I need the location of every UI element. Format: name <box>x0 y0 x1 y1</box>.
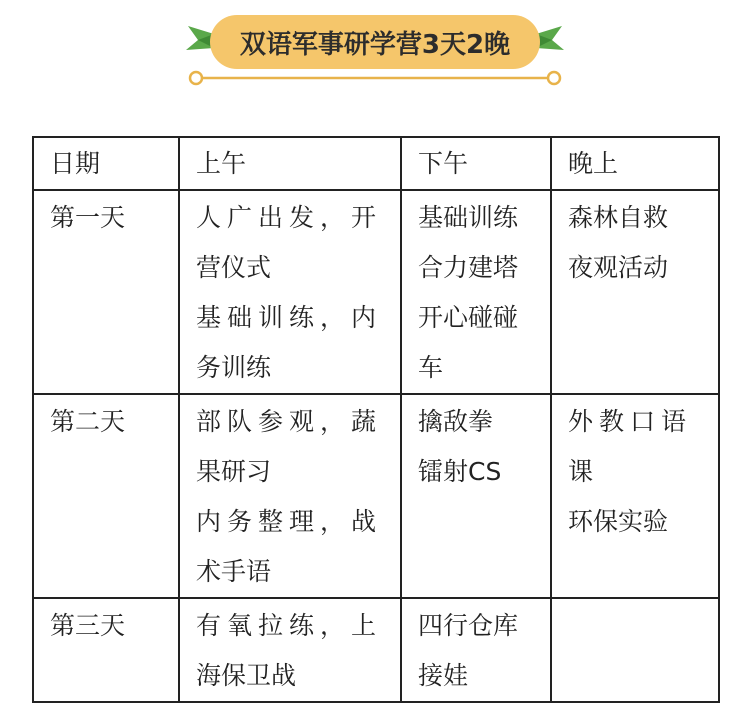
cell-line: 镭射CS <box>418 457 502 486</box>
title-banner <box>180 12 570 92</box>
cell-line: 术手语 <box>196 557 272 586</box>
cell-day: 第二天 <box>33 394 179 598</box>
cell-line: 开心碰碰 <box>418 303 519 332</box>
cell-afternoon <box>401 598 551 702</box>
cell-line: 人广出发，开 <box>196 203 383 232</box>
header-morning: 上午 <box>179 137 401 190</box>
table-row <box>33 394 719 598</box>
cell-line: 合力建塔 <box>418 253 519 282</box>
cell-line: 基础训练，内 <box>196 303 383 332</box>
title-pill <box>210 15 540 69</box>
cell-line: 基础训练 <box>418 203 519 232</box>
cell-line: 车 <box>418 353 444 382</box>
cell-afternoon <box>401 394 551 598</box>
cell-day: 第一天 <box>33 190 179 394</box>
table-header-row <box>33 137 719 190</box>
table-row <box>33 190 719 394</box>
cell-line: 擒敌拳 <box>418 407 494 436</box>
cell-morning <box>179 394 401 598</box>
cell-line: 务训练 <box>196 353 272 382</box>
cell-line: 外教口语 <box>568 407 693 436</box>
cell-line: 部队参观，蔬 <box>196 407 383 436</box>
table-row <box>33 598 719 702</box>
cell-line: 内务整理，战 <box>196 507 383 536</box>
cell-afternoon <box>401 190 551 394</box>
cell-evening <box>551 190 719 394</box>
cell-line: 课 <box>568 457 594 486</box>
left-dot-icon <box>190 72 202 84</box>
right-dot-icon <box>548 72 560 84</box>
header-afternoon: 下午 <box>401 137 551 190</box>
cell-line: 接娃 <box>418 661 469 690</box>
page-title: 双语军事研学营3天2晚 <box>239 29 511 60</box>
cell-line: 四行仓库 <box>418 611 519 640</box>
header-date: 日期 <box>33 137 179 190</box>
cell-evening <box>551 394 719 598</box>
cell-line: 海保卫战 <box>196 661 297 690</box>
cell-evening <box>551 598 719 702</box>
cell-line: 营仪式 <box>196 253 272 282</box>
schedule-table <box>32 136 720 703</box>
right-leaf-icon <box>536 26 564 50</box>
cell-morning <box>179 598 401 702</box>
cell-line: 有氧拉练，上 <box>196 611 383 640</box>
cell-line: 环保实验 <box>568 507 669 536</box>
cell-day: 第三天 <box>33 598 179 702</box>
cell-morning <box>179 190 401 394</box>
cell-line: 森林自救 <box>568 203 669 232</box>
cell-line: 果研习 <box>196 457 272 486</box>
cell-line: 夜观活动 <box>568 253 669 282</box>
header-evening: 晚上 <box>551 137 719 190</box>
